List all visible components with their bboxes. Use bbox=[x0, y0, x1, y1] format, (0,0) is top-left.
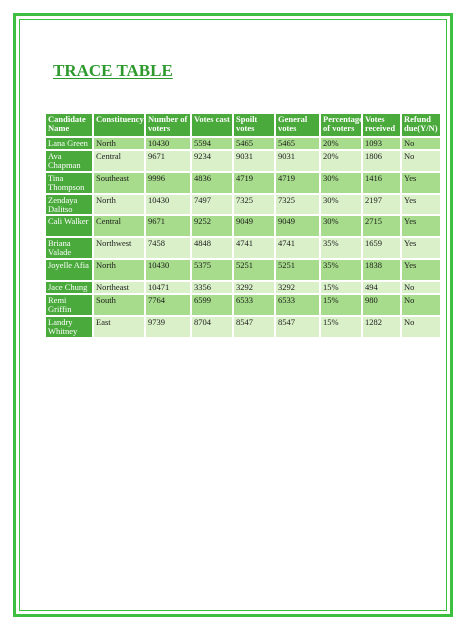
cell: 4836 bbox=[192, 173, 232, 193]
cell: 35% bbox=[321, 238, 361, 258]
cell-candidate-name: Lana Green bbox=[46, 138, 92, 149]
cell: 20% bbox=[321, 138, 361, 149]
cell: 8704 bbox=[192, 317, 232, 337]
table-row bbox=[46, 195, 440, 215]
column-header: Votes received bbox=[363, 114, 400, 136]
cell: 9049 bbox=[276, 216, 319, 236]
cell: 9031 bbox=[276, 151, 319, 171]
column-header: Votes cast bbox=[192, 114, 232, 136]
trace-table bbox=[44, 112, 442, 339]
cell: 5251 bbox=[234, 260, 274, 280]
cell: 1838 bbox=[363, 260, 400, 280]
cell: Yes bbox=[402, 173, 440, 193]
table-row bbox=[46, 282, 440, 293]
table-row bbox=[46, 173, 440, 193]
cell: 8547 bbox=[276, 317, 319, 337]
column-header: General votes bbox=[276, 114, 319, 136]
table-row bbox=[46, 317, 440, 337]
cell: 10430 bbox=[146, 260, 190, 280]
cell: No bbox=[402, 151, 440, 171]
cell: 3292 bbox=[234, 282, 274, 293]
cell: Yes bbox=[402, 216, 440, 236]
cell: 10430 bbox=[146, 138, 190, 149]
cell: 4848 bbox=[192, 238, 232, 258]
cell: 1093 bbox=[363, 138, 400, 149]
cell: 9996 bbox=[146, 173, 190, 193]
cell: 9671 bbox=[146, 216, 190, 236]
cell: Central bbox=[94, 151, 144, 171]
cell: Yes bbox=[402, 238, 440, 258]
cell: 30% bbox=[321, 216, 361, 236]
table-row bbox=[46, 216, 440, 236]
cell: 4719 bbox=[234, 173, 274, 193]
table-row bbox=[46, 151, 440, 171]
cell: 7497 bbox=[192, 195, 232, 215]
cell: 3292 bbox=[276, 282, 319, 293]
cell: 1282 bbox=[363, 317, 400, 337]
cell: 4741 bbox=[234, 238, 274, 258]
cell: 5375 bbox=[192, 260, 232, 280]
cell: 2197 bbox=[363, 195, 400, 215]
cell: 3356 bbox=[192, 282, 232, 293]
cell-candidate-name: Zendaya Dalitso bbox=[46, 195, 92, 215]
cell: 6533 bbox=[234, 295, 274, 315]
column-header: Percentage of voters bbox=[321, 114, 361, 136]
cell: North bbox=[94, 260, 144, 280]
column-header: Candidate Name bbox=[46, 114, 92, 136]
column-header: Refund due(Y/N) bbox=[402, 114, 440, 136]
cell: Central bbox=[94, 216, 144, 236]
column-header: Spoilt votes bbox=[234, 114, 274, 136]
cell: No bbox=[402, 317, 440, 337]
cell: 980 bbox=[363, 295, 400, 315]
cell: 7764 bbox=[146, 295, 190, 315]
cell: 10430 bbox=[146, 195, 190, 215]
cell: 9671 bbox=[146, 151, 190, 171]
cell-candidate-name: Briana Valade bbox=[46, 238, 92, 258]
table-row bbox=[46, 138, 440, 149]
cell: South bbox=[94, 295, 144, 315]
cell-candidate-name: Ava Chapman bbox=[46, 151, 92, 171]
cell: No bbox=[402, 295, 440, 315]
cell: 5465 bbox=[234, 138, 274, 149]
cell-candidate-name: Jace Chung bbox=[46, 282, 92, 293]
cell: 9031 bbox=[234, 151, 274, 171]
cell: 9049 bbox=[234, 216, 274, 236]
cell: Northwest bbox=[94, 238, 144, 258]
cell: 9252 bbox=[192, 216, 232, 236]
cell: No bbox=[402, 282, 440, 293]
cell: 9739 bbox=[146, 317, 190, 337]
cell: North bbox=[94, 195, 144, 215]
cell: 7325 bbox=[234, 195, 274, 215]
cell-candidate-name: Joyelle Afia bbox=[46, 260, 92, 280]
cell: 8547 bbox=[234, 317, 274, 337]
cell: 4741 bbox=[276, 238, 319, 258]
cell: East bbox=[94, 317, 144, 337]
table-row bbox=[46, 295, 440, 315]
cell: No bbox=[402, 138, 440, 149]
cell: 5251 bbox=[276, 260, 319, 280]
cell: 5465 bbox=[276, 138, 319, 149]
cell: 1416 bbox=[363, 173, 400, 193]
cell-candidate-name: Remi Griffin bbox=[46, 295, 92, 315]
cell: 6599 bbox=[192, 295, 232, 315]
cell: 4719 bbox=[276, 173, 319, 193]
cell: 7458 bbox=[146, 238, 190, 258]
table-header-row bbox=[46, 114, 440, 136]
column-header: Constituency bbox=[94, 114, 144, 136]
table-row bbox=[46, 238, 440, 258]
cell: 15% bbox=[321, 295, 361, 315]
cell: 30% bbox=[321, 195, 361, 215]
cell: Southeast bbox=[94, 173, 144, 193]
cell: North bbox=[94, 138, 144, 149]
cell-candidate-name: Cali Walker bbox=[46, 216, 92, 236]
cell: 10471 bbox=[146, 282, 190, 293]
table-row bbox=[46, 260, 440, 280]
cell: 15% bbox=[321, 282, 361, 293]
cell: Yes bbox=[402, 260, 440, 280]
cell: 9234 bbox=[192, 151, 232, 171]
cell: 2715 bbox=[363, 216, 400, 236]
column-header: Number of voters bbox=[146, 114, 190, 136]
cell: 7325 bbox=[276, 195, 319, 215]
cell: 30% bbox=[321, 173, 361, 193]
cell: 5594 bbox=[192, 138, 232, 149]
cell: 494 bbox=[363, 282, 400, 293]
cell: 15% bbox=[321, 317, 361, 337]
cell: Yes bbox=[402, 195, 440, 215]
cell: 1659 bbox=[363, 238, 400, 258]
cell-candidate-name: Landry Whitney bbox=[46, 317, 92, 337]
document-title: TRACE TABLE bbox=[53, 61, 173, 80]
cell: 1806 bbox=[363, 151, 400, 171]
cell: 6533 bbox=[276, 295, 319, 315]
cell: Northeast bbox=[94, 282, 144, 293]
cell: 20% bbox=[321, 151, 361, 171]
cell: 35% bbox=[321, 260, 361, 280]
cell-candidate-name: Tina Thompson bbox=[46, 173, 92, 193]
